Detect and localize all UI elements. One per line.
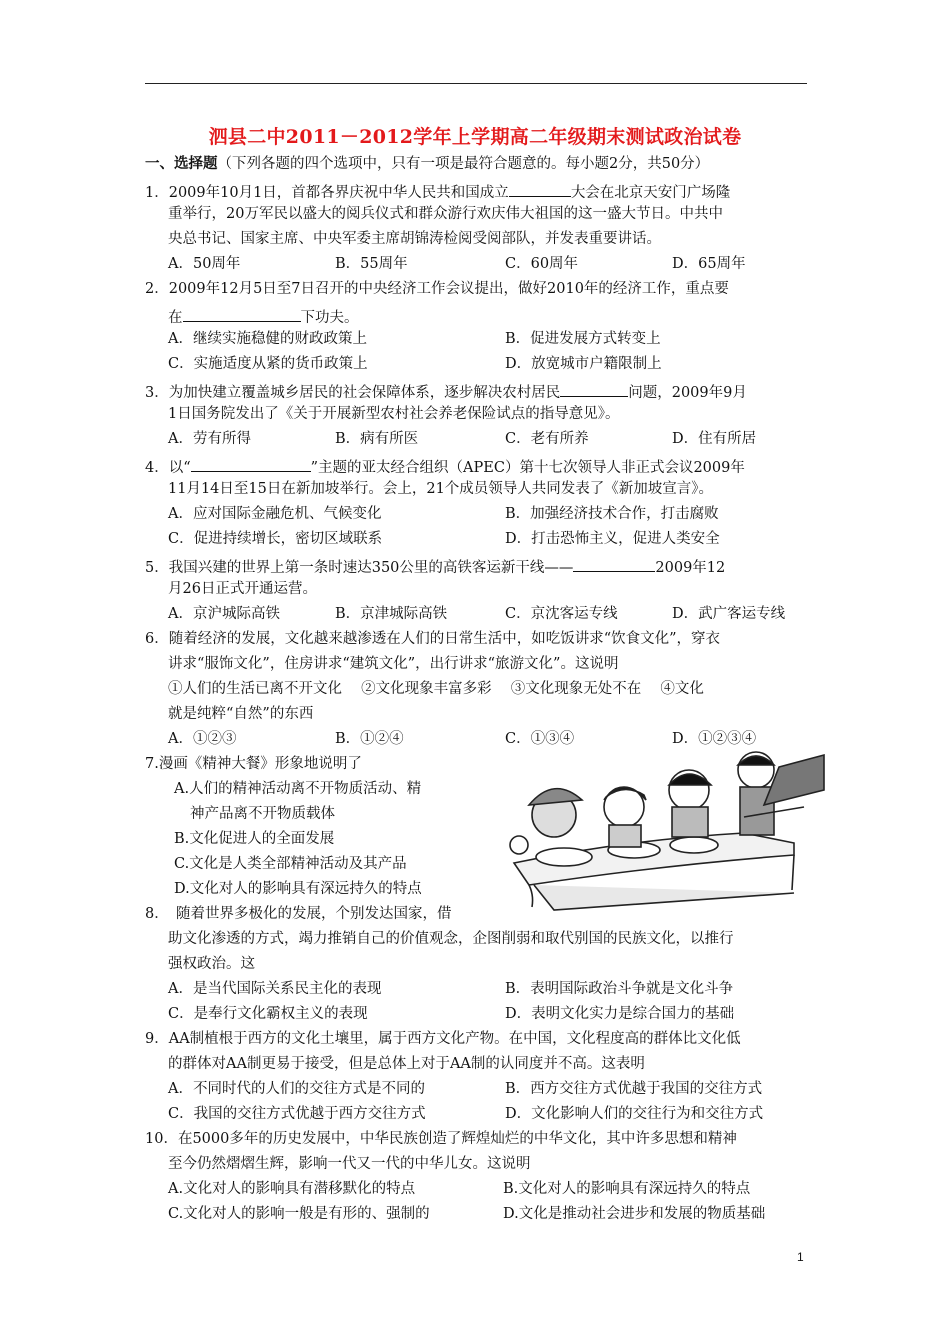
q2-option-b: B．促进发展方式转变上: [505, 331, 661, 347]
q1-line1: 1．2009年10月1日，首都各界庆祝中华人民共和国成立 大会在北京天安门广场隆: [145, 182, 730, 201]
q1-option-a: A．50周年: [168, 256, 241, 272]
q2-option-d: D．放宽城市户籍限制上: [505, 356, 662, 372]
q9-option-a: A．不同时代的人们的交往方式是不同的: [168, 1081, 425, 1097]
q8-option-a: A．是当代国际关系民主化的表现: [168, 981, 382, 997]
q9-line2: 的群体对AA制更易于接受，但是总体上对于AA制的认同度并不高。这表明: [168, 1056, 645, 1072]
q6-line4: 就是纯粹“自然”的东西: [168, 706, 314, 722]
q7-option-d: D.文化对人的影响具有深远持久的特点: [174, 881, 422, 897]
q8-option-d: D．表明文化实力是综合国力的基础: [505, 1006, 735, 1022]
q8-line2: 助文化渗透的方式，竭力推销自己的价值观念，企图削弱和取代别国的民族文化，以推行: [168, 931, 734, 947]
q3-option-d: D．住有所居: [672, 431, 757, 447]
q8-line1: 8． 随着世界多极化的发展，个别发达国家，借: [145, 906, 452, 922]
q4-line1: 4．以“ ”主题的亚太经合组织（APEC）第十七次领导人非正式会议2009年: [145, 457, 745, 476]
cartoon-illustration: [494, 745, 834, 920]
q3-option-a: A．劳有所得: [168, 431, 251, 447]
q1-option-b: B．55周年: [335, 256, 408, 272]
q10-option-a: A.文化对人的影响具有潜移默化的特点: [168, 1181, 416, 1197]
answer-blank: [560, 382, 628, 397]
q5-option-a: A．京沪城际高铁: [168, 606, 280, 622]
q6-line2: 讲求“服饰文化”，住房讲求“建筑文化”，出行讲求“旅游文化”。这说明: [168, 656, 619, 672]
q7-option-a: A.人们的精神活动离不开物质活动、精: [174, 781, 422, 797]
q3-option-c: C．老有所养: [505, 431, 589, 447]
q6-option-b: B．①②④: [335, 731, 404, 747]
q7-line1: 7.漫画《精神大餐》形象地说明了: [145, 756, 362, 772]
q7-option-a-cont: 神产品离不开物质载体: [190, 806, 335, 822]
q8-line3: 强权政治。这: [168, 956, 255, 972]
q9-option-d: D．文化影响人们的交往行为和交往方式: [505, 1106, 764, 1122]
q2-option-a: A．继续实施稳健的财政政策上: [168, 331, 367, 347]
q1-line2: 重举行，20万军民以盛大的阅兵仪式和群众游行欢庆伟大祖国的这一盛大节日。中共中: [168, 206, 723, 222]
q5-line1: 5．我国兴建的世界上第一条时速达350公里的高铁客运新干线—— 2009年12: [145, 557, 725, 576]
q6-option-a: A．①②③: [168, 731, 237, 747]
q8-option-c: C．是奉行文化霸权主义的表现: [168, 1006, 368, 1022]
q9-option-b: B．西方交往方式优越于我国的交往方式: [505, 1081, 763, 1097]
q9-line1: 9．AA制植根于西方的文化土壤里，属于西方文化产物。在中国，文化程度高的群体比文化低: [145, 1031, 741, 1047]
header-rule: [145, 83, 807, 84]
q4-option-b: B．加强经济技术合作，打击腐败: [505, 506, 719, 522]
q3-line1: 3．为加快建立覆盖城乡居民的社会保障体系，逐步解决农村居民 问题，2009年9月: [145, 382, 747, 401]
q4-option-c: C．促进持续增长，密切区域联系: [168, 531, 383, 547]
answer-blank: [573, 557, 655, 572]
q1-line3: 央总书记、国家主席、中央军委主席胡锦涛检阅受阅部队，并发表重要讲话。: [168, 231, 661, 247]
q5-option-b: B．京津城际高铁: [335, 606, 448, 622]
q6-line1: 6．随着经济的发展，文化越来越渗透在人们的日常生活中，如吃饭讲求“饮食文化”，穿衣: [145, 631, 721, 647]
q2-line2: 在 下功夫。: [168, 307, 359, 326]
q3-option-b: B．病有所医: [335, 431, 419, 447]
section-heading: 一、选择题（下列各题的四个选项中，只有一项是最符合题意的。每小题2分，共50分）: [145, 155, 710, 172]
q9-option-c: C．我国的交往方式优越于西方交往方式: [168, 1106, 426, 1122]
q10-option-b: B.文化对人的影响具有深远持久的特点: [503, 1181, 751, 1197]
q5-line2: 月26日正式开通运营。: [168, 581, 317, 597]
q10-option-c: C.文化对人的影响一般是有形的、强制的: [168, 1206, 430, 1222]
q6-line3: ①人们的生活已离不开文化 ②文化现象丰富多彩 ③文化现象无处不在 ④文化: [168, 681, 704, 697]
q1-option-c: C．60周年: [505, 256, 579, 272]
q10-line1: 10．在5000多年的历史发展中，中华民族创造了辉煌灿烂的中华文化，其中许多思想和精神: [145, 1131, 737, 1147]
q10-option-d: D.文化是推动社会进步和发展的物质基础: [503, 1206, 766, 1222]
q7-option-c: C.文化是人类全部精神活动及其产品: [174, 856, 407, 872]
q2-option-c: C．实施适度从紧的货币政策上: [168, 356, 368, 372]
q6-option-c: C．①③④: [505, 731, 575, 747]
q6-option-d: D．①②③④: [672, 731, 757, 747]
q2-line1: 2．2009年12月5日至7日召开的中央经济工作会议提出，做好2010年的经济工作，重点要: [145, 281, 729, 297]
q4-option-d: D．打击恐怖主义，促进人类安全: [505, 531, 720, 547]
q10-line2: 至今仍然熠熠生辉，影响一代又一代的中华儿女。这说明: [168, 1156, 531, 1172]
answer-blank: [191, 457, 311, 472]
q4-line2: 11月14日至15日在新加坡举行。会上，21个成员领导人共同发表了《新加坡宣言》。: [168, 481, 714, 497]
answer-blank: [183, 307, 301, 322]
answer-blank: [509, 182, 571, 197]
page-number: 1: [797, 1250, 804, 1264]
q5-option-c: C．京沈客运专线: [505, 606, 618, 622]
q5-option-d: D．武广客运专线: [672, 606, 786, 622]
page-title: 泗县二中2011－2012学年上学期高二年级期末测试政治试卷: [208, 126, 742, 148]
q8-option-b: B．表明国际政治斗争就是文化斗争: [505, 981, 734, 997]
q7-option-b: B.文化促进人的全面发展: [174, 831, 335, 847]
q1-option-d: D．65周年: [672, 256, 746, 272]
q4-option-a: A．应对国际金融危机、气候变化: [168, 506, 382, 522]
q3-line2: 1日国务院发出了《关于开展新型农村社会养老保险试点的指导意见》。: [168, 406, 620, 422]
